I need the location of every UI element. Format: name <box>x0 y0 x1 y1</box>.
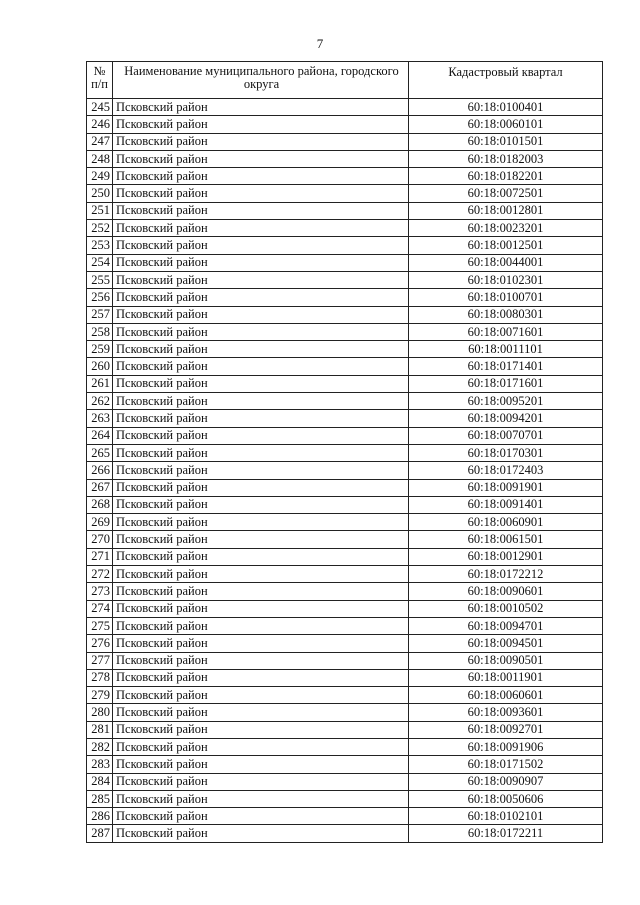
row-number: 269 <box>87 514 113 531</box>
row-cadastral-quarter: 60:18:0072501 <box>409 185 603 202</box>
row-municipality: Псковский район <box>113 220 409 237</box>
table-row <box>87 99 603 116</box>
row-cadastral-quarter: 60:18:0172212 <box>409 566 603 583</box>
row-municipality: Псковский район <box>113 462 409 479</box>
row-cadastral-quarter: 60:18:0060101 <box>409 116 603 133</box>
row-number: 267 <box>87 479 113 496</box>
cadastral-table <box>86 61 603 843</box>
table-row <box>87 583 603 600</box>
table-row <box>87 444 603 461</box>
row-number: 276 <box>87 635 113 652</box>
table-row <box>87 133 603 150</box>
row-municipality: Псковский район <box>113 271 409 288</box>
row-number: 252 <box>87 220 113 237</box>
table-row <box>87 531 603 548</box>
table-row <box>87 704 603 721</box>
row-cadastral-quarter: 60:18:0060601 <box>409 687 603 704</box>
row-cadastral-quarter: 60:18:0182201 <box>409 168 603 185</box>
row-municipality: Псковский район <box>113 444 409 461</box>
table-row <box>87 808 603 825</box>
row-municipality: Псковский район <box>113 306 409 323</box>
row-cadastral-quarter: 60:18:0061501 <box>409 531 603 548</box>
table-row <box>87 185 603 202</box>
page-number: 7 <box>316 36 324 51</box>
row-cadastral-quarter: 60:18:0090501 <box>409 652 603 669</box>
row-cadastral-quarter: 60:18:0091901 <box>409 479 603 496</box>
row-cadastral-quarter: 60:18:0094201 <box>409 410 603 427</box>
row-number: 258 <box>87 323 113 340</box>
row-cadastral-quarter: 60:18:0093601 <box>409 704 603 721</box>
row-cadastral-quarter: 60:18:0071601 <box>409 323 603 340</box>
row-municipality: Псковский район <box>113 704 409 721</box>
table-row <box>87 220 603 237</box>
row-municipality: Псковский район <box>113 790 409 807</box>
table-row <box>87 427 603 444</box>
table-row <box>87 790 603 807</box>
table-row <box>87 635 603 652</box>
row-municipality: Псковский район <box>113 808 409 825</box>
table-row <box>87 721 603 738</box>
row-cadastral-quarter: 60:18:0100401 <box>409 99 603 116</box>
row-cadastral-quarter: 60:18:0172403 <box>409 462 603 479</box>
table-row <box>87 687 603 704</box>
row-municipality: Псковский район <box>113 410 409 427</box>
row-municipality: Псковский район <box>113 358 409 375</box>
row-municipality: Псковский район <box>113 825 409 842</box>
row-municipality: Псковский район <box>113 237 409 254</box>
row-number: 279 <box>87 687 113 704</box>
row-municipality: Псковский район <box>113 479 409 496</box>
row-number: 282 <box>87 738 113 755</box>
row-municipality: Псковский район <box>113 773 409 790</box>
row-cadastral-quarter: 60:18:0060901 <box>409 514 603 531</box>
header-municipality: Наименование муниципального района, городского округа <box>113 62 409 99</box>
table-row <box>87 271 603 288</box>
row-municipality: Псковский район <box>113 289 409 306</box>
row-number: 249 <box>87 168 113 185</box>
row-number: 255 <box>87 271 113 288</box>
row-cadastral-quarter: 60:18:0044001 <box>409 254 603 271</box>
row-cadastral-quarter: 60:18:0102301 <box>409 271 603 288</box>
row-number: 283 <box>87 756 113 773</box>
table-row <box>87 254 603 271</box>
row-number: 270 <box>87 531 113 548</box>
row-number: 254 <box>87 254 113 271</box>
row-cadastral-quarter: 60:18:0091401 <box>409 496 603 513</box>
row-municipality: Псковский район <box>113 496 409 513</box>
table-row <box>87 738 603 755</box>
row-cadastral-quarter: 60:18:0010502 <box>409 600 603 617</box>
row-number: 278 <box>87 669 113 686</box>
table-row <box>87 306 603 323</box>
table-row <box>87 116 603 133</box>
row-number: 274 <box>87 600 113 617</box>
row-cadastral-quarter: 60:18:0090601 <box>409 583 603 600</box>
row-number: 253 <box>87 237 113 254</box>
row-cadastral-quarter: 60:18:0094501 <box>409 635 603 652</box>
row-number: 287 <box>87 825 113 842</box>
table-row <box>87 323 603 340</box>
row-cadastral-quarter: 60:18:0011901 <box>409 669 603 686</box>
row-number: 256 <box>87 289 113 306</box>
header-number-abbr: п/п <box>91 77 108 91</box>
row-number: 262 <box>87 393 113 410</box>
row-number: 273 <box>87 583 113 600</box>
table-row <box>87 150 603 167</box>
row-cadastral-quarter: 60:18:0012801 <box>409 202 603 219</box>
row-number: 250 <box>87 185 113 202</box>
row-number: 281 <box>87 721 113 738</box>
table-row <box>87 514 603 531</box>
table-row <box>87 202 603 219</box>
row-number: 259 <box>87 341 113 358</box>
row-municipality: Псковский район <box>113 566 409 583</box>
row-number: 263 <box>87 410 113 427</box>
row-municipality: Псковский район <box>113 393 409 410</box>
row-municipality: Псковский район <box>113 617 409 634</box>
row-municipality: Псковский район <box>113 600 409 617</box>
header-number-symbol: № <box>93 64 106 78</box>
row-municipality: Псковский район <box>113 254 409 271</box>
row-municipality: Псковский район <box>113 583 409 600</box>
row-number: 257 <box>87 306 113 323</box>
row-number: 286 <box>87 808 113 825</box>
row-number: 280 <box>87 704 113 721</box>
row-municipality: Псковский район <box>113 323 409 340</box>
row-number: 247 <box>87 133 113 150</box>
row-municipality: Псковский район <box>113 635 409 652</box>
row-number: 264 <box>87 427 113 444</box>
table-row <box>87 289 603 306</box>
table-row <box>87 358 603 375</box>
row-municipality: Псковский район <box>113 375 409 392</box>
row-municipality: Псковский район <box>113 721 409 738</box>
table-row <box>87 393 603 410</box>
row-number: 284 <box>87 773 113 790</box>
row-municipality: Псковский район <box>113 116 409 133</box>
table-row <box>87 462 603 479</box>
table-row <box>87 168 603 185</box>
table-row <box>87 410 603 427</box>
row-cadastral-quarter: 60:18:0171601 <box>409 375 603 392</box>
row-municipality: Псковский район <box>113 341 409 358</box>
header-cadastral-quarter: Кадастровый квартал <box>409 62 603 99</box>
row-cadastral-quarter: 60:18:0012901 <box>409 548 603 565</box>
row-cadastral-quarter: 60:18:0050606 <box>409 790 603 807</box>
row-municipality: Псковский район <box>113 185 409 202</box>
table-row <box>87 617 603 634</box>
table-row <box>87 496 603 513</box>
row-cadastral-quarter: 60:18:0090907 <box>409 773 603 790</box>
row-municipality: Псковский район <box>113 168 409 185</box>
table-row <box>87 548 603 565</box>
table-body <box>87 99 603 843</box>
row-number: 245 <box>87 99 113 116</box>
row-number: 266 <box>87 462 113 479</box>
row-cadastral-quarter: 60:18:0102101 <box>409 808 603 825</box>
table-row <box>87 341 603 358</box>
row-municipality: Псковский район <box>113 548 409 565</box>
row-number: 285 <box>87 790 113 807</box>
row-cadastral-quarter: 60:18:0012501 <box>409 237 603 254</box>
row-municipality: Псковский район <box>113 687 409 704</box>
row-number: 277 <box>87 652 113 669</box>
table-row <box>87 756 603 773</box>
table-row <box>87 566 603 583</box>
row-municipality: Псковский район <box>113 150 409 167</box>
row-cadastral-quarter: 60:18:0023201 <box>409 220 603 237</box>
row-number: 261 <box>87 375 113 392</box>
row-cadastral-quarter: 60:18:0080301 <box>409 306 603 323</box>
row-municipality: Псковский район <box>113 133 409 150</box>
table-row <box>87 600 603 617</box>
row-cadastral-quarter: 60:18:0092701 <box>409 721 603 738</box>
row-cadastral-quarter: 60:18:0171502 <box>409 756 603 773</box>
row-number: 272 <box>87 566 113 583</box>
row-municipality: Псковский район <box>113 756 409 773</box>
row-cadastral-quarter: 60:18:0170301 <box>409 444 603 461</box>
row-cadastral-quarter: 60:18:0070701 <box>409 427 603 444</box>
header-number <box>87 62 113 99</box>
row-cadastral-quarter: 60:18:0011101 <box>409 341 603 358</box>
row-number: 271 <box>87 548 113 565</box>
table-row <box>87 773 603 790</box>
table-header-row <box>87 62 603 99</box>
row-cadastral-quarter: 60:18:0172211 <box>409 825 603 842</box>
table-row <box>87 237 603 254</box>
row-number: 265 <box>87 444 113 461</box>
row-municipality: Псковский район <box>113 514 409 531</box>
table-row <box>87 479 603 496</box>
row-municipality: Псковский район <box>113 531 409 548</box>
row-municipality: Псковский район <box>113 652 409 669</box>
table-row <box>87 652 603 669</box>
row-cadastral-quarter: 60:18:0095201 <box>409 393 603 410</box>
row-number: 248 <box>87 150 113 167</box>
table-row <box>87 669 603 686</box>
row-municipality: Псковский район <box>113 738 409 755</box>
row-cadastral-quarter: 60:18:0101501 <box>409 133 603 150</box>
row-cadastral-quarter: 60:18:0182003 <box>409 150 603 167</box>
row-municipality: Псковский район <box>113 669 409 686</box>
row-number: 275 <box>87 617 113 634</box>
row-cadastral-quarter: 60:18:0091906 <box>409 738 603 755</box>
row-municipality: Псковский район <box>113 427 409 444</box>
row-municipality: Псковский район <box>113 202 409 219</box>
row-cadastral-quarter: 60:18:0171401 <box>409 358 603 375</box>
row-number: 268 <box>87 496 113 513</box>
row-cadastral-quarter: 60:18:0100701 <box>409 289 603 306</box>
table-row <box>87 375 603 392</box>
table-row <box>87 825 603 842</box>
row-number: 246 <box>87 116 113 133</box>
row-number: 251 <box>87 202 113 219</box>
row-municipality: Псковский район <box>113 99 409 116</box>
row-number: 260 <box>87 358 113 375</box>
row-cadastral-quarter: 60:18:0094701 <box>409 617 603 634</box>
